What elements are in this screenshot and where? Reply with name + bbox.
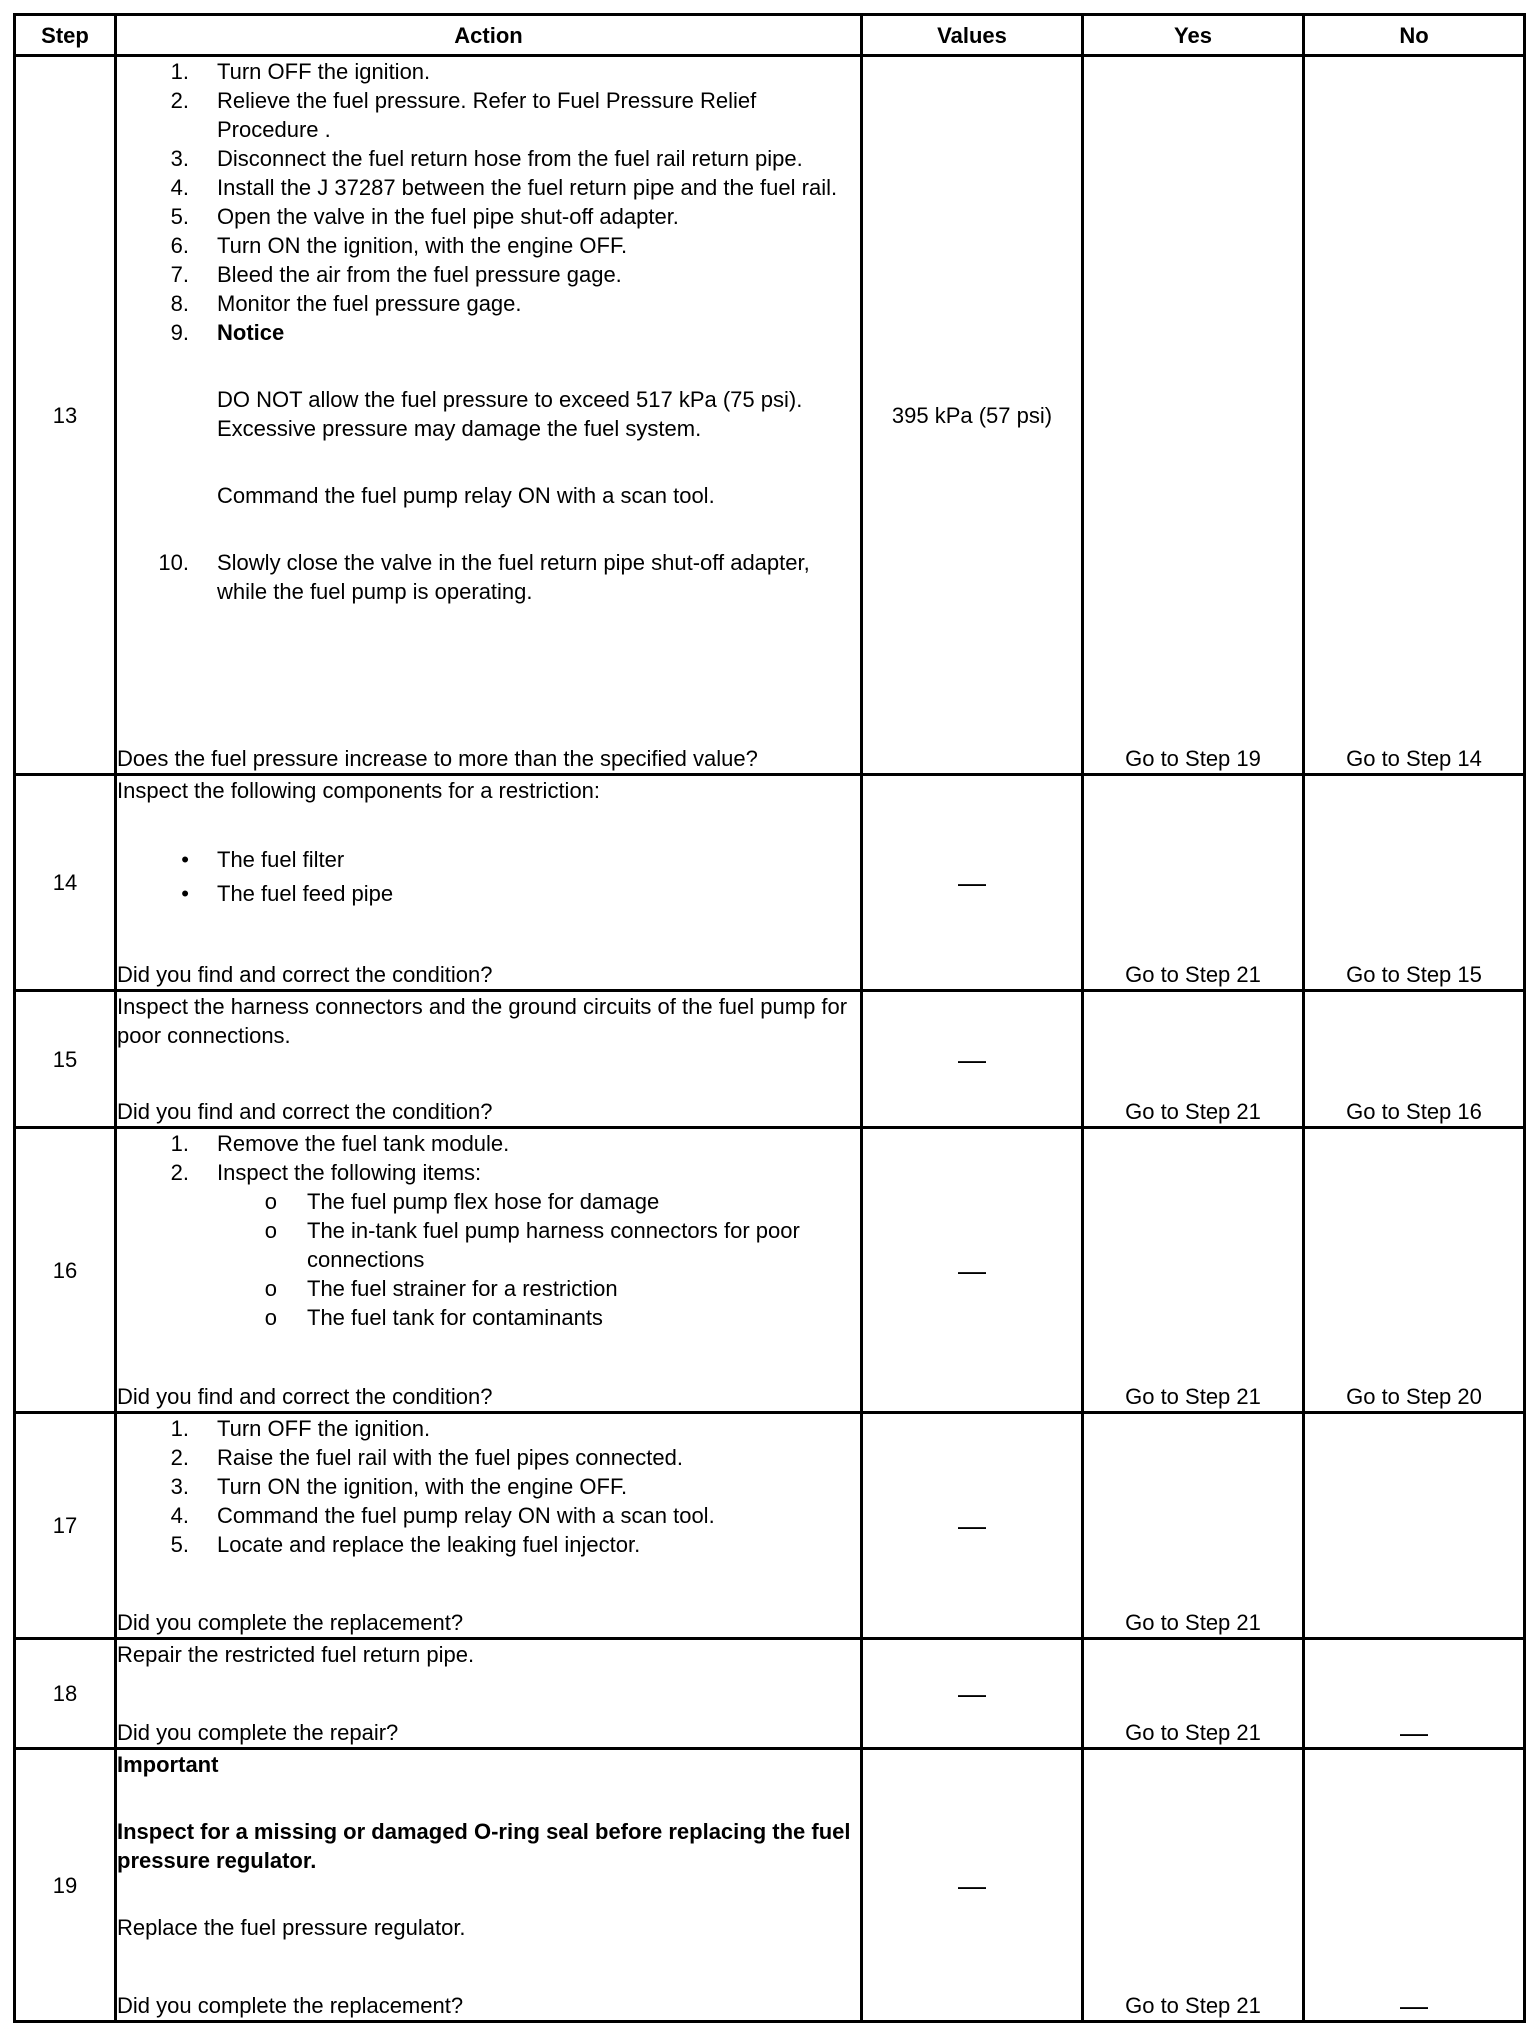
value-cell: — — [862, 1639, 1083, 1749]
list-item: 4. Install the J 37287 between the fuel return pipe and the fuel rail. — [170, 175, 838, 200]
question-text: Did you find and correct the condition? — [117, 1099, 493, 1124]
list-item: 2. Inspect the following items: — [170, 1160, 482, 1185]
list-item: 1. Turn OFF the ignition. — [170, 59, 431, 84]
value-cell: — — [862, 991, 1083, 1128]
diagnostic-table — [13, 13, 1526, 2023]
yes-cell: Go to Step 21 — [1083, 1413, 1304, 1639]
question-text: Did you complete the replacement? — [117, 1993, 464, 2018]
header-row — [15, 15, 1525, 56]
question-text: Did you find and correct the condition? — [117, 962, 493, 987]
list-item: 9. Notice — [117, 318, 860, 347]
table-row — [15, 56, 1525, 775]
intro-text: Repair the restricted fuel return pipe. — [117, 1642, 475, 1667]
action-cell — [116, 1639, 862, 1749]
sub-list-item: o The fuel tank for contaminants — [264, 1305, 603, 1330]
table-row — [15, 1639, 1525, 1749]
list-item: 5. Open the valve in the fuel pipe shut-off adapter. — [170, 204, 679, 229]
table-row — [15, 1128, 1525, 1413]
no-cell: Go to Step 16 — [1304, 991, 1525, 1128]
header-yes: Yes — [1083, 15, 1304, 56]
value-cell: 395 kPa (57 psi) — [862, 56, 1083, 775]
list-item: 8. Monitor the fuel pressure gage. — [170, 291, 522, 316]
list-item: 7. Bleed the air from the fuel pressure gage. — [170, 262, 622, 287]
no-cell: Go to Step 14 — [1304, 56, 1525, 775]
list-item: • The fuel filter — [181, 847, 345, 872]
no-cell: — — [1304, 1749, 1525, 2022]
header-action: Action — [116, 15, 862, 56]
list-item: 10. Slowly close the valve in the fuel return pipe shut-off adapter, while the fuel pump is operating. — [158, 550, 810, 604]
notice-title: Notice — [217, 320, 285, 345]
list-item: 3. Turn ON the ignition, with the engine OFF. — [170, 1474, 628, 1499]
value-cell: — — [862, 1128, 1083, 1413]
no-cell: Go to Step 15 — [1304, 775, 1525, 991]
action-cell — [116, 991, 862, 1128]
command-text: Command the fuel pump relay ON with a scan tool. — [217, 483, 715, 508]
header-values: Values — [862, 15, 1083, 56]
list-item: 1. Remove the fuel tank module. — [170, 1131, 510, 1156]
step-number: 19 — [15, 1749, 116, 2022]
sub-list-item: o The fuel pump flex hose for damage — [264, 1189, 660, 1214]
sub-list-item: o The in-tank fuel pump harness connectors for poor connections — [264, 1218, 800, 1272]
notice-text: DO NOT allow the fuel pressure to exceed 517 kPa (75 psi). Excessive pressure may damage the fuel system. — [217, 387, 803, 441]
yes-cell: Go to Step 21 — [1083, 1639, 1304, 1749]
question-text: Did you find and correct the condition? — [117, 1384, 493, 1409]
list-item: 2. Raise the fuel rail with the fuel pipes connected. — [170, 1445, 683, 1470]
action-cell — [116, 56, 862, 775]
list-item: 6. Turn ON the ignition, with the engine OFF. — [170, 233, 628, 258]
intro-text: Inspect the harness connectors and the ground circuits of the fuel pump for poor connections. — [117, 994, 848, 1048]
value-cell: — — [862, 775, 1083, 991]
table-row — [15, 1749, 1525, 2022]
question-text: Did you complete the repair? — [117, 1720, 399, 1745]
yes-cell: Go to Step 21 — [1083, 1128, 1304, 1413]
list-item: 3. Disconnect the fuel return hose from the fuel rail return pipe. — [170, 146, 803, 171]
intro-text: Inspect the following components for a restriction: — [117, 778, 601, 803]
header-no: No — [1304, 15, 1525, 56]
value-cell: — — [862, 1749, 1083, 2022]
table-row — [15, 1413, 1525, 1639]
header-step: Step — [15, 15, 116, 56]
question-text: Does the fuel pressure increase to more than the specified value? — [117, 746, 758, 771]
important-title: Important — [117, 1752, 219, 1777]
list-item: 4. Command the fuel pump relay ON with a scan tool. — [170, 1503, 715, 1528]
action-cell — [116, 1128, 862, 1413]
value-cell: — — [862, 1413, 1083, 1639]
table-row — [15, 775, 1525, 991]
yes-cell: Go to Step 21 — [1083, 991, 1304, 1128]
step-number: 13 — [15, 56, 116, 775]
step-number: 14 — [15, 775, 116, 991]
yes-cell: Go to Step 19 — [1083, 56, 1304, 775]
yes-cell: Go to Step 21 — [1083, 775, 1304, 991]
list-item: 2. Relieve the fuel pressure. Refer to Fuel Pressure Relief Procedure . — [170, 88, 757, 142]
no-cell: Go to Step 20 — [1304, 1128, 1525, 1413]
action-cell — [116, 775, 862, 991]
list-item: • The fuel feed pipe — [181, 881, 394, 906]
important-text: Inspect for a missing or damaged O-ring seal before replacing the fuel pressure regulator. — [117, 1819, 851, 1873]
no-cell: — — [1304, 1639, 1525, 1749]
no-cell — [1304, 1413, 1525, 1639]
question-text: Did you complete the replacement? — [117, 1610, 464, 1635]
step-number: 17 — [15, 1413, 116, 1639]
intro-text: Replace the fuel pressure regulator. — [117, 1915, 466, 1940]
list-item: 1. Turn OFF the ignition. — [170, 1416, 431, 1441]
action-cell — [116, 1749, 862, 2022]
list-item: 5. Locate and replace the leaking fuel injector. — [170, 1532, 641, 1557]
sub-list-item: o The fuel strainer for a restriction — [264, 1276, 618, 1301]
table-row — [15, 991, 1525, 1128]
step-number: 16 — [15, 1128, 116, 1413]
step-number: 18 — [15, 1639, 116, 1749]
step-number: 15 — [15, 991, 116, 1128]
yes-cell: Go to Step 21 — [1083, 1749, 1304, 2022]
action-cell — [116, 1413, 862, 1639]
